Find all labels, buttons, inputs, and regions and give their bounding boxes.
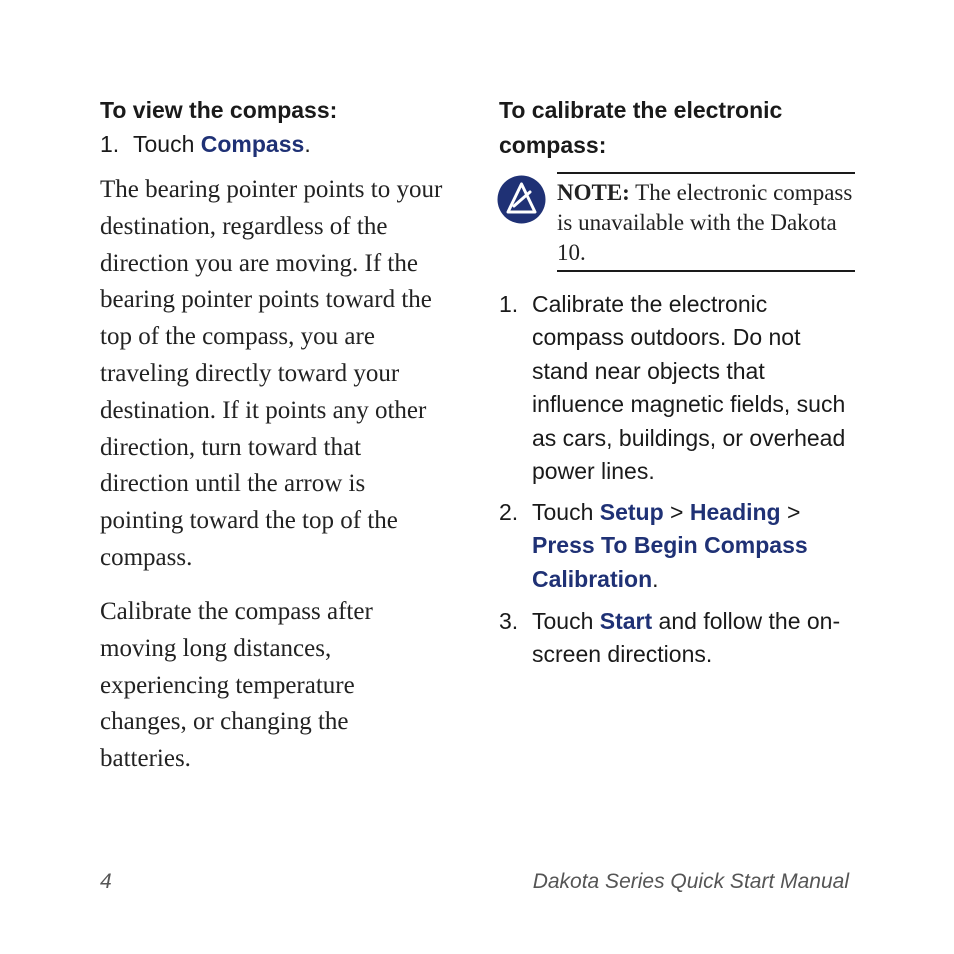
calibrate-advice-paragraph: Calibrate the compass after moving long distances, experiencing temperature changes, or changing the batteries. [100,598,373,773]
step-text-pre: Touch [532,608,600,634]
note-bottom-rule [557,270,855,272]
heading-keyword: Heading [689,499,781,525]
step-text-pre: Touch [532,499,600,525]
step-number: 2. [499,499,519,525]
step-text-post: . [652,565,659,592]
step-number: 1. [100,131,120,157]
section-heading-calibrate-compass: To calibrate the electronic compass: [499,97,783,158]
step-text: Calibrate the electronic compass outdoors. Do not stand near objects that influence magnetic fields, such as cars, buildings, or overhead power lines. [532,291,846,485]
footer-title: Dakota Series Quick Start Manual [532,870,849,893]
step-number: 3. [499,608,519,634]
note-body: The electronic compass is unavailable with the Dakota 10. [557,180,853,265]
press-to-begin-keyword: Press To Begin Compass Calibration [532,532,808,592]
step-text [133,128,463,161]
section-heading-view-compass: To view the compass: [100,97,338,123]
calibrate-step-1 [499,288,859,485]
step-text [532,605,862,672]
calibrate-step-3 [499,605,859,675]
note-warning-icon [497,175,546,224]
calibrate-step-2 [499,496,859,601]
separator: > [663,499,690,525]
note-top-rule [557,172,855,174]
compass-keyword: Compass [200,131,305,157]
step-text-post: and follow the on-screen directions. [532,608,841,668]
step-text-post: . [304,131,311,157]
separator: > [780,499,801,525]
start-keyword: Start [599,608,653,634]
note-label: NOTE: [557,180,630,205]
bearing-pointer-paragraph: The bearing pointer points to your destination, regardless of the direction you are moving. If the bearing pointer points toward the top of the compass, you are traveling directly toward your destination. If it points any other direction, turn toward that direction until the arrow is pointing toward the top of the compass. [100,176,443,571]
step-number: 1. [499,291,519,317]
setup-keyword: Setup [599,499,664,525]
note-text [557,178,855,268]
step-text-pre: Touch [133,131,201,157]
step-text [532,496,862,596]
page-number: 4 [100,870,112,893]
